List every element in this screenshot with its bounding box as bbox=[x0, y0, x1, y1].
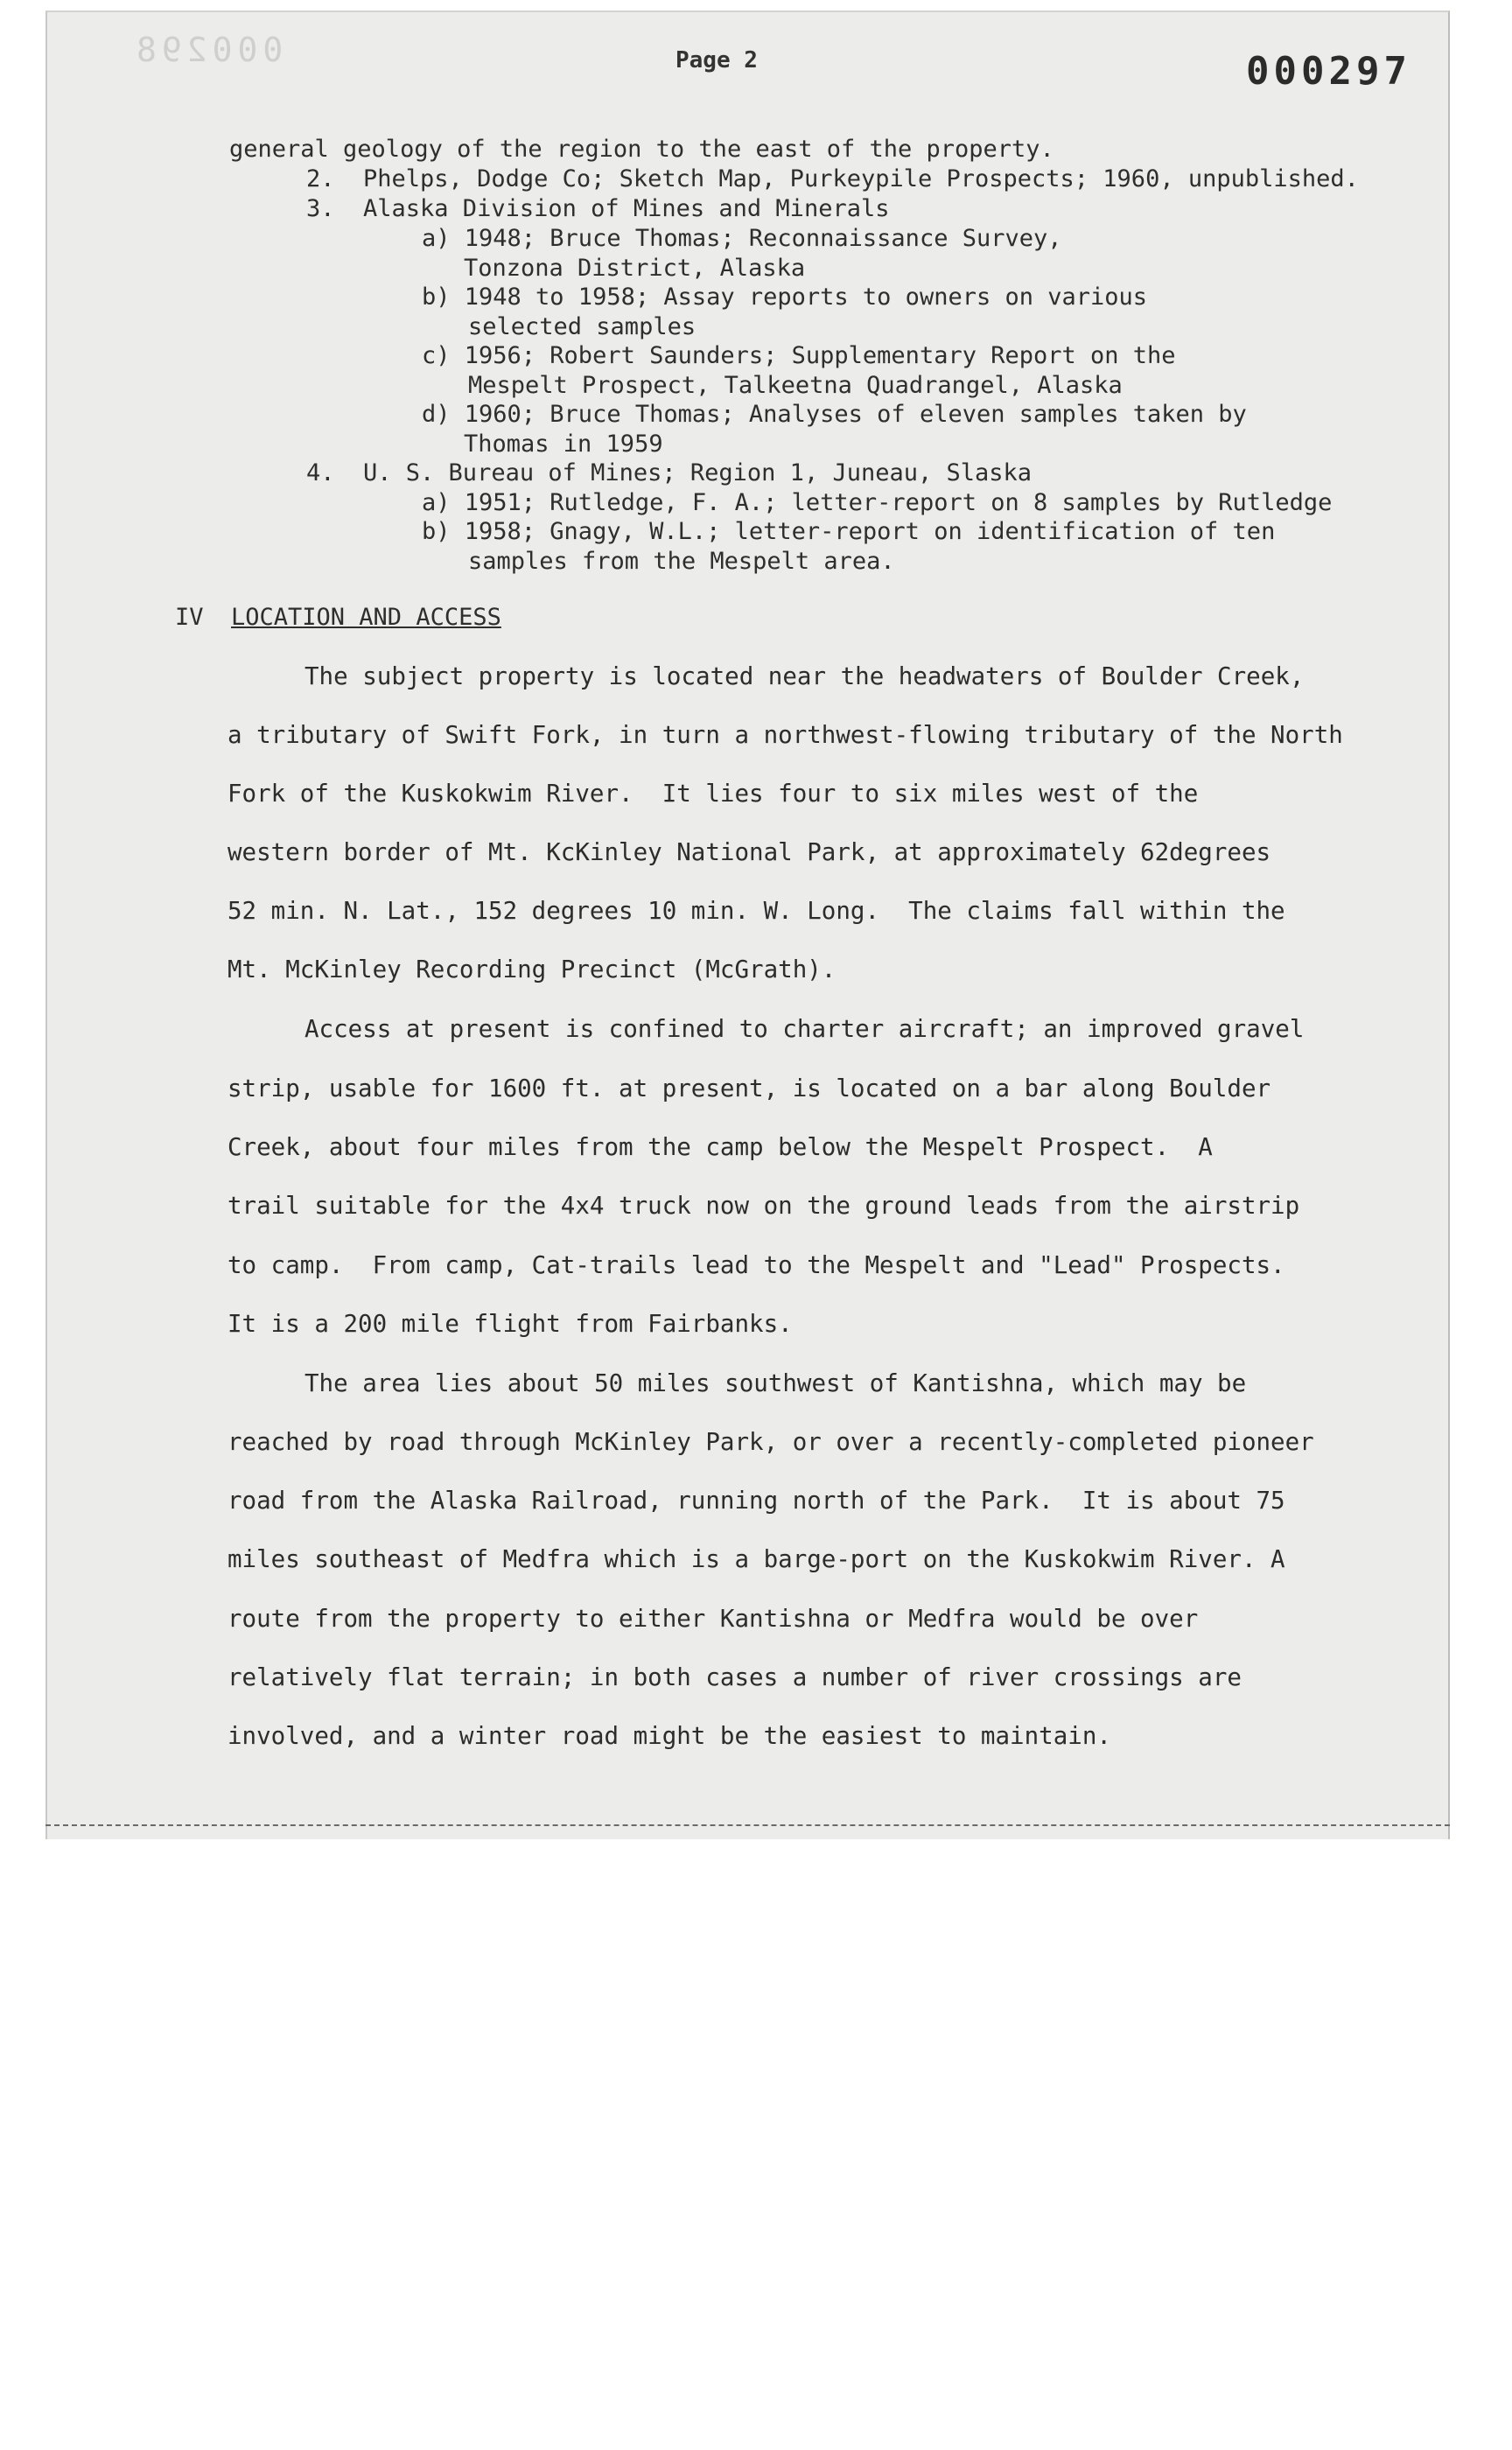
bleed-through-number: 000298 bbox=[131, 31, 284, 69]
reference-line: c) 1956; Robert Saunders; Supplementary Report on the bbox=[422, 342, 1176, 369]
page-label: Page 2 bbox=[676, 47, 758, 74]
paragraph-line: Fork of the Kuskokwim River. It lies four to six miles west of the bbox=[228, 780, 1199, 808]
paragraph-line: miles southeast of Medfra which is a barge-port on the Kuskokwim River. A bbox=[228, 1545, 1285, 1573]
paragraph-line: a tributary of Swift Fork, in turn a northwest-flowing tributary of the North bbox=[228, 721, 1343, 749]
reference-line: general geology of the region to the east of the property. bbox=[229, 136, 1054, 163]
reference-line: b) 1958; Gnagy, W.L.; letter-report on identification of ten bbox=[422, 518, 1276, 545]
reference-line: b) 1948 to 1958; Assay reports to owners on various bbox=[422, 284, 1148, 311]
paragraph-line: It is a 200 mile flight from Fairbanks. bbox=[228, 1310, 793, 1338]
paragraph-line: 52 min. N. Lat., 152 degrees 10 min. W. Long. The claims fall within the bbox=[228, 897, 1285, 925]
reference-line: a) 1948; Bruce Thomas; Reconnaissance Survey, bbox=[422, 225, 1062, 252]
reference-line: 3. Alaska Division of Mines and Minerals bbox=[306, 195, 890, 222]
paragraph-line: The subject property is located near the headwaters of Boulder Creek, bbox=[304, 662, 1305, 690]
section-title: LOCATION AND ACCESS bbox=[231, 604, 501, 631]
bottom-page-edge bbox=[46, 1824, 1450, 1826]
reference-line: 2. Phelps, Dodge Co; Sketch Map, Purkeypile Prospects; 1960, unpublished. bbox=[306, 165, 1359, 192]
reference-line: 4. U. S. Bureau of Mines; Region 1, Juneau, Slaska bbox=[306, 459, 1032, 486]
paragraph-line: road from the Alaska Railroad, running north of the Park. It is about 75 bbox=[228, 1487, 1285, 1515]
reference-line: d) 1960; Bruce Thomas; Analyses of eleven samples taken by bbox=[422, 401, 1247, 428]
paragraph-line: western border of Mt. KcKinley National Park, at approximately 62degrees bbox=[228, 838, 1271, 866]
paragraph-line: reached by road through McKinley Park, or over a recently-completed pioneer bbox=[228, 1428, 1314, 1456]
document-number: 000297 bbox=[1246, 49, 1411, 94]
paragraph-line: Access at present is confined to charter aircraft; an improved gravel bbox=[304, 1015, 1305, 1043]
paragraph-line: to camp. From camp, Cat-trails lead to the Mespelt and "Lead" Prospects. bbox=[228, 1251, 1285, 1279]
paragraph-line: relatively flat terrain; in both cases a number of river crossings are bbox=[228, 1663, 1242, 1691]
paragraph-line: strip, usable for 1600 ft. at present, is located on a bar along Boulder bbox=[228, 1074, 1271, 1102]
reference-line: Tonzona District, Alaska bbox=[464, 255, 806, 282]
reference-line: a) 1951; Rutledge, F. A.; letter-report on 8 samples by Rutledge bbox=[422, 489, 1333, 516]
paragraph-line: Mt. McKinley Recording Precinct (McGrath). bbox=[228, 956, 836, 984]
paragraph-line: involved, and a winter road might be the easiest to maintain. bbox=[228, 1722, 1111, 1750]
reference-line: Thomas in 1959 bbox=[464, 430, 663, 458]
section-number: IV bbox=[175, 604, 204, 631]
paragraph-line: The area lies about 50 miles southwest of Kantishna, which may be bbox=[304, 1369, 1247, 1397]
paragraph-line: trail suitable for the 4x4 truck now on the ground leads from the airstrip bbox=[228, 1192, 1300, 1220]
reference-line: selected samples bbox=[468, 313, 696, 340]
paragraph-line: Creek, about four miles from the camp below the Mespelt Prospect. A bbox=[228, 1133, 1213, 1161]
reference-line: Mespelt Prospect, Talkeetna Quadrangel, Alaska bbox=[468, 372, 1123, 399]
reference-line: samples from the Mespelt area. bbox=[468, 548, 895, 575]
paragraph-line: route from the property to either Kantishna or Medfra would be over bbox=[228, 1605, 1199, 1633]
